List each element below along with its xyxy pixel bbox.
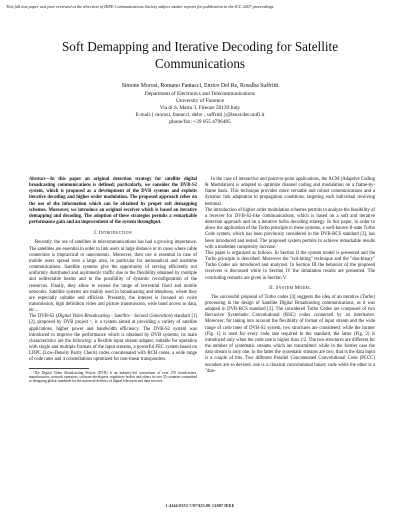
affiliation-university: University of Florence [176, 98, 224, 104]
section-heading-system-model: II. System Model [269, 285, 311, 291]
intro-paragraph-1: Recently, the use of satellites in telecommunications has had a growing importance. The satellites are essential in order to link users at large distance or in cases where cable connection is impractical or uneconomic. Moreover, their use is essential in case of mobile users spread over a large area, in particular for aeronautical and maritime communications. Satellite systems give the opportunity of serving efficiently not uniformly distributed and asymmetric traffic due to the flexibility obtained by multiple and redirectable beams and to the possibility of dynamic reconfiguration of the resources. Finally, they allow to extend the range of terrestrial fixed and mobile networks. Satellite systems are mainly used in broadcasting and telephony, where they are especially suitable and efficient. Presently, the interest is focused on voice transmission, high definition video and picture transmission, wide band access to data, etc... [29, 240, 197, 314]
intro-paragraph-2 [29, 314, 197, 363]
author-email: E-mail:{ morosi, fantacci, delre , suffritti }@lenst.det.unifi.it [135, 112, 265, 118]
paper-title: Soft Demapping and Iterative Decoding for Satellite Communications [61, 39, 339, 71]
author-phone: phone/fax: +39 055 4796485 [169, 119, 231, 125]
intro-p2-lead: The DVB-S2 ( [29, 314, 58, 320]
intro-p2-italic: Digital Video Broadcasting - Satellite - Second Generation [57, 314, 171, 320]
affiliation-department: Department of Electronics and Telecommunications [144, 91, 256, 97]
author-block [40, 83, 360, 126]
section-heading-introduction: I. Introduction [94, 231, 132, 237]
abstract [29, 177, 197, 226]
affiliation-address: Via di S. Marta 3, Firenze 50139 Italy [159, 105, 241, 111]
peer-review-note: This full text paper was peer reviewed at the direction of IEEE Communications Society subject matter experts for publication in the ICC 2007 proceedings. [6, 4, 275, 9]
abstract-text: In this paper an original detection strategy for satellite digital broadcasting communications is defined; particularly, we consider the DVB-S2 system, which is proposed as a development of the DVB systems and exploits iterative decoding and higher order modulation. The proposed approach relies on the use of the information which can be obtained by proper soft demapping schemes. Moreover, we introduce an original receiver which is based on iterative demapping and decoding. The adoption of these strategies permits a remarkable performance gain and an improvement of the system throughput. [29, 177, 197, 226]
footnote-divider [29, 368, 89, 369]
author-names: Simone Morosi, Romano Fantacci, Enrico Del Re, Rosalba Suffritti [121, 83, 279, 89]
right-paragraph-2: The introduction of higher order modulation schemes permits to analyze the feasibility of a receiver for DVB-S2-like communications, which is based on a soft and iterative detection approach and on a iterative turbo decoding strategy. In this paper, in order to allow the application of the Turbo principle to these systems, a well-known 8-state Turbo Code system, which has been previously considered in the DVB-RCS standard [3], has been introduced and tested. The proposed system permits to achieve remarkable results with a moderate complexity increase. [205, 207, 375, 250]
right-column [205, 177, 375, 375]
intro-p2-rest: ) standard [1] [2], proposed by DVB project ¹, is a system aimed at providing a variety of satellite applications, higher power and bandwidth efficiency. The DVB-S2 system was introduced to improve the performance which is obtained by DVB systems; its main characteristics are the following: a flexible input stream adapter, suitable for operation with single and multiple formats of the input streams, a powerful FEC system based on LDPC (Low-Density Parity Check) codes concatenated with BCH codes, a wide range of code rates and 4 constellations optimized for non-linear transponders. [29, 314, 197, 363]
left-column [29, 177, 197, 384]
right-paragraph-4: The successful proposal of Turbo codes [4] suggests the idea of an iterative (Turbo) processing in the design of Satellite Digital Broadcasting communications, as it was adopted in DVB-RCS standard [3]. The considered Turbo Codes are composed of two Recursive Systematic Convolutional (RSC) codes connected by an interleaver. Moreover, for taking into account the flexibility of format of input stream and the wide range of code rates of DVB-S2 system, two structures are considered: while the former (Fig. 1) is used for every code rate required in the standard, the latter (Fig. 2) is introduced only when the code rate is higher than 1/2. The two structures are different for the number of systematic streams which are transmitted: while in the former case the data stream is only one, in the latter the systematic streams are two, that is the data input is a couple of bits. Two different Parallel Concatenated Convolutional Code (PCCC) encoders are so devised, one is a classical convolutional binary code while the other is a "duo- [205, 294, 375, 374]
right-paragraph-3: This paper is organized as follows. In Section II the system model is presented and the Turbo principle is described. Moreover the "tail-biting" technique and the "duo-binary" Turbo Codes are introduced and analyzed. In Section III the behavior of the proposed receivers is discussed while in Section IV the simulation results are presented. The concluding remarks are given in Section V. [205, 250, 375, 281]
footnote: ¹The Digital Video Broadcasting Project (DVB) is an industry-led consortium of over 270 broadcasters, manufacturers, network operators, software developers, regulatory bodies and others in over 35 countries committed to designing global standards for the universal delivery of digital television and data services. [29, 370, 197, 384]
copyright-footer: 1-4244-0353-7/07/$25.00 ©2007 IEEE [165, 504, 235, 508]
right-paragraph-1: In the case of interactive and point-to-point applications, the ACM (Adaptive Coding & Modulation) is adopted to optimize channel coding and modulation on a frame-by-frame basis. This technique provides more versatile and robust communications and a dynamic link adaptation to propagation conditions, targeting each individual receiving terminal. [205, 177, 375, 207]
abstract-label: Abstract— [29, 177, 51, 182]
